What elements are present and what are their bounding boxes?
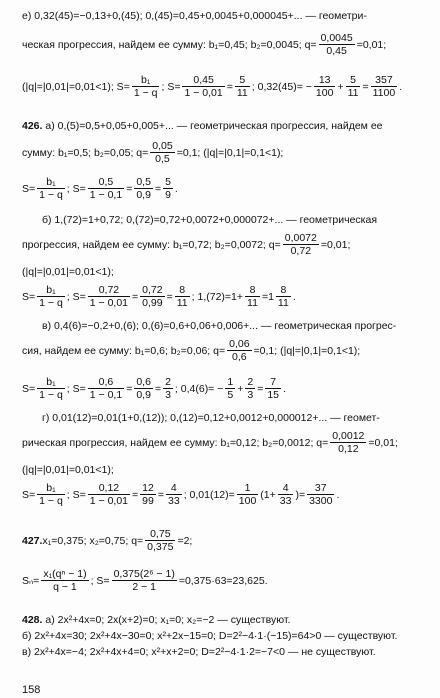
numerator: b₁ bbox=[37, 176, 65, 189]
problem-number: 426. bbox=[22, 120, 43, 132]
fraction bbox=[225, 376, 235, 401]
text: = bbox=[132, 290, 139, 303]
numerator: 5 bbox=[165, 176, 171, 188]
fraction bbox=[140, 482, 156, 507]
text: S= bbox=[22, 382, 36, 395]
text-line bbox=[22, 266, 430, 278]
numerator: 2 bbox=[165, 376, 171, 388]
text: = bbox=[257, 382, 264, 395]
text: = bbox=[157, 488, 164, 501]
numerator: 0,6 bbox=[88, 376, 124, 389]
text: = bbox=[132, 488, 139, 501]
text: = bbox=[166, 290, 173, 303]
text: сумму: b₁=0,5; b₂=0,05; q= bbox=[22, 146, 149, 159]
numerator: x₁(qⁿ − 1) bbox=[43, 568, 87, 580]
text: ; 0,4(6)= − bbox=[174, 382, 224, 395]
fraction bbox=[237, 482, 259, 507]
numerator: 0,6 bbox=[136, 376, 151, 388]
denominator: 9 bbox=[165, 189, 171, 202]
numerator: 0,05 bbox=[152, 140, 173, 152]
text-line bbox=[22, 232, 430, 257]
denominator: 0,5 bbox=[155, 153, 170, 166]
denominator: 0,12 bbox=[338, 443, 359, 456]
denominator: 11 bbox=[236, 87, 248, 100]
numerator: 5 bbox=[346, 74, 361, 87]
numerator: 0,72 bbox=[142, 284, 163, 296]
denominator: 100 bbox=[315, 87, 334, 100]
text: ; S= bbox=[66, 290, 86, 303]
denominator: 1 − 0,01 bbox=[184, 87, 223, 100]
fraction bbox=[88, 376, 124, 401]
numerator: b₁ bbox=[37, 482, 65, 495]
numerator: b₁ bbox=[37, 376, 65, 389]
text: =0,01; bbox=[356, 38, 387, 51]
denominator: 11 bbox=[347, 87, 359, 100]
text: прогрессия, найдем ее сумму: b₁=0,72; b₂=0,0072; q= bbox=[22, 238, 281, 251]
text: ; S= bbox=[66, 182, 86, 195]
denominator: 0,9 bbox=[136, 389, 151, 402]
text: =2; bbox=[177, 534, 193, 547]
denominator: 15 bbox=[267, 389, 280, 402]
denominator: 1 − q bbox=[39, 297, 63, 310]
denominator: 0,6 bbox=[232, 351, 247, 364]
text: = bbox=[362, 80, 369, 93]
numerator: 12 bbox=[142, 482, 154, 494]
numerator: 1 bbox=[237, 482, 259, 495]
fraction bbox=[134, 176, 153, 201]
text: рическая прогрессия, найдем ее сумму: b₁=0,12; b₂=0,0012; q= bbox=[22, 436, 329, 449]
text: ; S= bbox=[161, 80, 181, 93]
denominator: q − 1 bbox=[53, 581, 77, 594]
fraction bbox=[41, 568, 88, 593]
fraction bbox=[330, 430, 366, 455]
numerator: 0,45 bbox=[182, 74, 224, 87]
numerator: 8 bbox=[175, 284, 190, 297]
text: . bbox=[174, 182, 178, 195]
fraction bbox=[37, 284, 65, 309]
text: =0,1; (|q|=|0,1|=0,1<1); bbox=[253, 344, 361, 357]
text-line bbox=[42, 412, 430, 424]
numerator: 8 bbox=[276, 284, 291, 297]
fraction bbox=[37, 376, 65, 401]
denominator: 0,45 bbox=[326, 45, 347, 58]
fraction bbox=[245, 376, 255, 401]
numerator: 0,375(2⁶ − 1) bbox=[113, 568, 175, 580]
fraction bbox=[145, 528, 175, 553]
fraction bbox=[175, 284, 190, 309]
numerator: 5 bbox=[235, 74, 250, 87]
denominator: 1 − 0,01 bbox=[89, 297, 129, 310]
fraction bbox=[112, 568, 177, 593]
text-line bbox=[42, 214, 430, 226]
text: x₁=0,375; x₂=0,75; q= bbox=[42, 534, 144, 547]
fraction bbox=[319, 32, 355, 57]
fraction bbox=[307, 482, 334, 507]
text: S= bbox=[22, 290, 36, 303]
text: = bbox=[154, 182, 162, 195]
numerator: 0,0072 bbox=[284, 232, 317, 244]
numerator: 0,75 bbox=[145, 528, 175, 541]
problem-header bbox=[22, 120, 430, 132]
text: а) 2x²+4x=0; 2x(x+2)=0; x₁=0; x₂=−2 — существуют. bbox=[42, 614, 291, 626]
denominator: 11 bbox=[277, 297, 289, 310]
text: в) 0,4(6)=−0,2+0,(6); 0,(6)=0,6+0,06+0,006+... — геометрическая прогрес- bbox=[42, 320, 397, 332]
text: б) 1,(72)=1+0,72; 0,(72)=0,72+0,0072+0,000072+... — геометрическая bbox=[42, 214, 378, 226]
numerator: 357 bbox=[371, 74, 398, 87]
text-line bbox=[42, 320, 430, 332]
denominator: 0,72 bbox=[290, 245, 312, 258]
text: )= bbox=[295, 488, 306, 501]
numerator: 1 bbox=[227, 376, 234, 388]
denominator: 33 bbox=[279, 495, 292, 508]
numerator: 8 bbox=[245, 284, 260, 297]
formula-line bbox=[22, 284, 430, 309]
fraction bbox=[132, 74, 160, 99]
denominator: 100 bbox=[238, 495, 257, 508]
text-line bbox=[22, 430, 430, 455]
text: ; S= bbox=[90, 574, 110, 587]
denominator: 1100 bbox=[372, 87, 396, 100]
text: =0,375·63=23,625. bbox=[178, 574, 268, 587]
denominator: 5 bbox=[227, 389, 234, 402]
fraction bbox=[245, 284, 260, 309]
denominator: 3 bbox=[165, 389, 171, 402]
formula-line bbox=[22, 376, 430, 401]
denominator: 0,9 bbox=[136, 189, 151, 202]
text-line bbox=[22, 646, 430, 658]
fraction bbox=[182, 74, 224, 99]
numerator: 2 bbox=[247, 376, 254, 388]
fraction bbox=[227, 338, 251, 363]
denominator: 3300 bbox=[309, 495, 333, 508]
denominator: 11 bbox=[247, 297, 258, 310]
denominator: 1 − q bbox=[39, 495, 63, 508]
text: сия, найдем ее сумму: b₁=0,6; b₂=0,06; q= bbox=[22, 344, 226, 357]
fraction bbox=[88, 284, 130, 309]
denominator: 99 bbox=[142, 495, 154, 508]
denominator: 1 − q bbox=[39, 389, 63, 402]
numerator: 13 bbox=[314, 74, 336, 87]
text: =0,01; bbox=[368, 436, 398, 449]
denominator: 11 bbox=[176, 297, 188, 310]
text: + bbox=[337, 80, 344, 93]
fraction bbox=[166, 482, 182, 507]
page-number: 158 bbox=[22, 684, 41, 696]
text: а) 0,(5)=0,5+0,05+0,005+... — геометрическая прогрессия, найдем ее bbox=[42, 120, 383, 132]
denominator: 1 − 0,01 bbox=[89, 495, 129, 508]
numerator: 0,5 bbox=[136, 176, 151, 188]
denominator: 1 − q bbox=[39, 189, 63, 202]
problem-header bbox=[22, 528, 430, 553]
text: (|q|=|0,01|=0,01<1); bbox=[22, 464, 114, 476]
fraction bbox=[371, 74, 398, 99]
formula-line bbox=[22, 482, 430, 507]
text: в) 2x²+4x=−4; 2x²+4x+4=0; x²+x+2=0; D=2²−4·1·2=−7<0 — не существуют. bbox=[22, 646, 376, 658]
fraction bbox=[283, 232, 319, 257]
text: = bbox=[126, 382, 133, 395]
text: . bbox=[336, 488, 340, 501]
text: ; 0,01(12)= bbox=[183, 488, 235, 501]
text-line bbox=[22, 140, 430, 165]
denominator: 33 bbox=[168, 495, 180, 508]
text: =0,01; bbox=[320, 238, 351, 251]
text: . bbox=[292, 290, 296, 303]
numerator: 0,12 bbox=[88, 482, 130, 495]
text: ; 1,(72)=1+ bbox=[191, 290, 244, 303]
numerator: 7 bbox=[265, 376, 281, 389]
text: (1+ bbox=[260, 488, 276, 501]
text: . bbox=[399, 80, 403, 93]
numerator: 0,5 bbox=[88, 176, 124, 189]
denominator: 3 bbox=[247, 389, 254, 402]
numerator: 4 bbox=[166, 482, 182, 495]
numerator: 0,0045 bbox=[320, 32, 353, 44]
formula-line bbox=[22, 176, 430, 201]
text: . bbox=[283, 382, 286, 395]
text: =1 bbox=[261, 290, 274, 303]
text-line bbox=[22, 10, 430, 22]
text: = bbox=[154, 382, 162, 395]
denominator: 1 − 0,1 bbox=[89, 189, 123, 202]
numerator: 37 bbox=[307, 482, 334, 495]
numerator: b₁ bbox=[132, 74, 160, 87]
text: ; 0,32(45)= − bbox=[251, 80, 312, 93]
text-line bbox=[22, 630, 430, 642]
denominator: 1 − 0,1 bbox=[89, 389, 123, 402]
numerator: b₁ bbox=[37, 284, 65, 297]
fraction bbox=[88, 482, 130, 507]
numerator: 0,72 bbox=[88, 284, 130, 297]
fraction bbox=[37, 176, 65, 201]
denominator: 1 − q bbox=[133, 87, 158, 100]
denominator: 0,375 bbox=[147, 541, 174, 554]
text: S= bbox=[22, 488, 36, 501]
text: (|q|=|0,01|=0,01<1); bbox=[22, 266, 114, 278]
fraction bbox=[278, 482, 294, 507]
text: б) 2x²+4x=30; 2x²+4x−30=0; x²+2x−15=0; D=2²−4·1·(−15)=64>0 — существуют. bbox=[22, 630, 398, 642]
text: (|q|=|0,01|=0,01<1); S= bbox=[22, 80, 130, 93]
text: Sₙ= bbox=[22, 574, 40, 587]
text: S= bbox=[22, 182, 36, 195]
text-line bbox=[22, 464, 430, 476]
formula-line bbox=[22, 74, 430, 99]
text-line bbox=[22, 338, 430, 363]
text: =0,1; (|q|=|0,1|=0,1<1); bbox=[176, 146, 284, 159]
fraction bbox=[140, 284, 164, 309]
denominator: 0,99 bbox=[142, 297, 163, 310]
fraction bbox=[88, 176, 124, 201]
text-line bbox=[22, 32, 430, 57]
fraction bbox=[37, 482, 65, 507]
text: + bbox=[237, 382, 244, 395]
text: ческая прогрессия, найдем ее сумму: b₁=0,45; b₂=0,0045; q= bbox=[22, 38, 317, 51]
formula-line bbox=[22, 568, 430, 593]
text: е) 0,32(45)=−0,13+0,(45); 0,(45)=0,45+0,0045+0,000045+... — геометри- bbox=[22, 10, 367, 22]
text: ; S= bbox=[66, 488, 86, 501]
fraction bbox=[265, 376, 281, 401]
fraction bbox=[150, 140, 174, 165]
fraction bbox=[346, 74, 361, 99]
text: ; S= bbox=[66, 382, 86, 395]
problem-number: 428. bbox=[22, 614, 43, 626]
denominator: 2 − 1 bbox=[132, 581, 157, 594]
problem-number: 427. bbox=[22, 534, 43, 547]
problem-header bbox=[22, 614, 430, 626]
numerator: 4 bbox=[278, 482, 294, 495]
fraction bbox=[276, 284, 291, 309]
numerator: 0,0012 bbox=[332, 430, 365, 442]
text: г) 0,01(12)=0,01(1+0,(12)); 0,(12)=0,12+0,0012+0,000012+... — геомет- bbox=[42, 412, 380, 424]
fraction bbox=[163, 376, 173, 401]
text: = bbox=[226, 80, 233, 93]
fraction bbox=[163, 176, 173, 201]
text: = bbox=[126, 182, 133, 195]
numerator: 0,06 bbox=[229, 338, 250, 350]
fraction bbox=[235, 74, 250, 99]
fraction bbox=[314, 74, 336, 99]
fraction bbox=[134, 376, 153, 401]
